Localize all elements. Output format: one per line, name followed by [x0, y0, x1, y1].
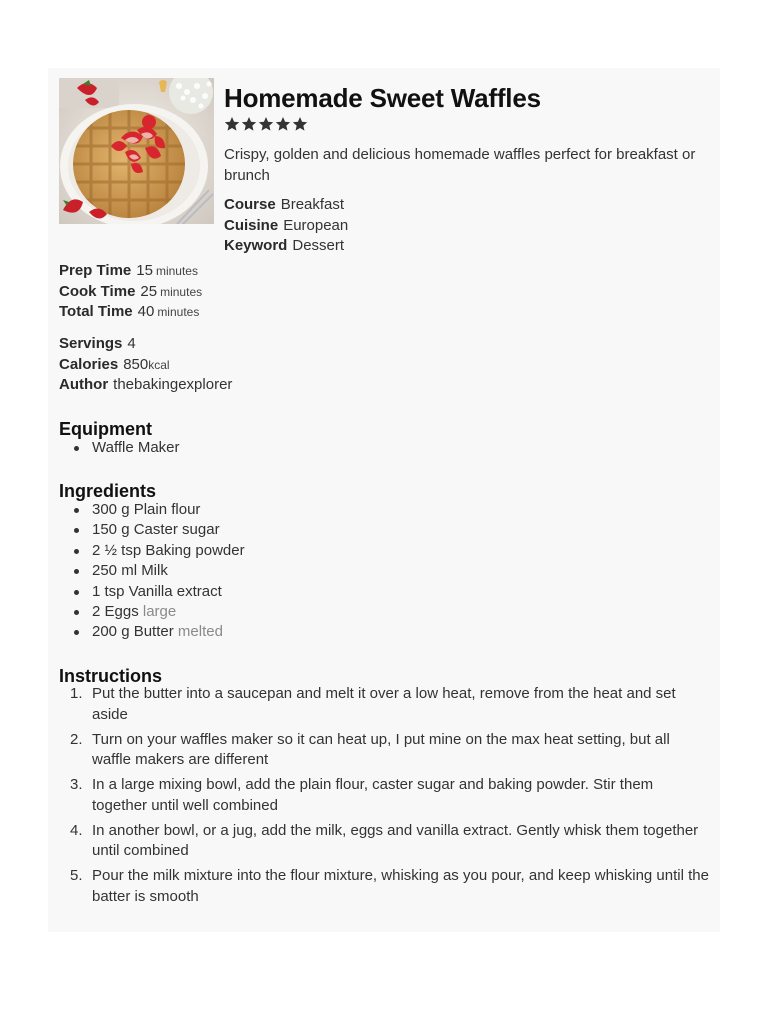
ingredient-item — [59, 520, 245, 540]
star-icon[interactable] — [241, 116, 257, 132]
recipe-info — [59, 334, 232, 396]
ingredient-item — [59, 622, 245, 642]
bullet — [74, 610, 79, 615]
step-text: In another bowl, or a jug, add the milk, eggs and vanilla extract. Gently whisk them together until combined — [92, 821, 699, 859]
cuisine-value: European — [283, 216, 349, 234]
author-row — [59, 375, 232, 396]
prep-time-label: Prep Time — [59, 262, 132, 279]
servings-value[interactable]: 4 — [127, 335, 136, 352]
prep-time-row — [59, 261, 202, 282]
instructions-heading: Instructions — [59, 666, 163, 686]
equipment-item-text: Waffle Maker — [92, 439, 180, 456]
keyword-value: Dessert — [292, 237, 345, 255]
ingredient-text: 200 g Butter — [92, 623, 174, 641]
instructions-list — [59, 684, 709, 912]
star-icon[interactable] — [292, 116, 308, 132]
course-label: Course — [224, 196, 276, 213]
star-icon[interactable] — [275, 116, 291, 132]
cuisine-label: Cuisine — [224, 216, 279, 234]
step-number: 4. — [70, 821, 83, 839]
total-time-value: 40 — [137, 303, 155, 321]
instruction-step — [59, 866, 709, 907]
step-text: Put the butter into a saucepan and melt it over a low heat, remove from the heat and set aside — [92, 685, 676, 723]
ingredient-item — [59, 582, 245, 602]
total-time-unit: minutes — [157, 305, 200, 320]
bullet — [74, 549, 79, 554]
equipment-list — [59, 438, 180, 458]
step-number: 2. — [70, 730, 83, 748]
course-value: Breakfast — [280, 196, 345, 213]
step-text: Pour the milk mixture into the flour mixture, whisking as you pour, and keep whisking until the batter is smooth — [92, 867, 709, 905]
keyword-row — [224, 236, 704, 257]
instruction-step — [59, 730, 709, 771]
course-row — [224, 195, 704, 216]
ingredient-text: 250 ml Milk — [92, 562, 168, 580]
step-number: 1. — [70, 685, 83, 702]
bullet — [74, 508, 79, 513]
ingredient-item — [59, 561, 245, 581]
cook-time-value: 25 — [140, 282, 158, 300]
author-value: thebakingexplorer — [113, 376, 233, 394]
ingredient-note: melted — [177, 623, 223, 641]
prep-time-unit: minutes — [155, 264, 198, 278]
ingredient-item — [59, 602, 245, 622]
bullet — [74, 630, 79, 635]
step-number: 3. — [70, 776, 83, 793]
bullet — [74, 590, 79, 595]
waffle-photo-icon — [59, 78, 214, 224]
total-time-row — [59, 302, 202, 323]
ingredient-text: 300 g Plain flour — [92, 501, 201, 518]
servings-row — [59, 334, 232, 355]
calories-value: 850 — [123, 355, 149, 373]
step-number: 5. — [70, 867, 83, 884]
recipe-times — [59, 261, 202, 323]
recipe-meta — [224, 195, 704, 257]
recipe-title: Homemade Sweet Waffles — [224, 83, 541, 113]
cuisine-row — [224, 216, 704, 237]
bullet — [74, 569, 79, 574]
calories-unit: kcal — [148, 357, 170, 372]
calories-row — [59, 355, 232, 376]
ingredient-note: large — [142, 603, 177, 621]
equipment-item — [59, 438, 180, 458]
cook-time-label: Cook Time — [59, 282, 136, 300]
recipe-photo — [59, 78, 214, 224]
total-time-label: Total Time — [59, 303, 133, 321]
recipe-header — [224, 82, 704, 257]
ingredients-list — [59, 500, 245, 643]
author-label: Author — [59, 376, 109, 394]
ingredient-text: 1 tsp Vanilla extract — [92, 582, 222, 600]
cook-time-row — [59, 282, 202, 303]
ingredient-text: 150 g Caster sugar — [92, 521, 220, 539]
instruction-step — [59, 821, 709, 862]
keyword-label: Keyword — [224, 237, 288, 255]
bullet — [74, 528, 79, 533]
cook-time-unit: minutes — [160, 284, 203, 299]
ingredient-item — [59, 500, 245, 520]
star-icon[interactable] — [224, 116, 240, 132]
equipment-heading: Equipment — [59, 419, 152, 439]
ingredients-heading: Ingredients — [59, 481, 157, 501]
instruction-step — [59, 684, 709, 725]
rating-stars[interactable] — [224, 116, 704, 136]
ingredient-text: 2 ½ tsp Baking powder — [92, 541, 245, 559]
prep-time-value: 15 — [136, 262, 153, 279]
servings-label: Servings — [59, 335, 123, 352]
recipe-card — [48, 68, 720, 932]
ingredient-item — [59, 541, 245, 561]
step-text: Turn on your waffles maker so it can heat up, I put mine on the max heat setting, but all waffle makers are different — [92, 730, 670, 768]
instruction-step — [59, 775, 709, 816]
recipe-summary: Crispy, golden and delicious homemade waffles perfect for breakfast or brunch — [224, 146, 696, 184]
star-icon[interactable] — [258, 116, 274, 132]
calories-label: Calories — [59, 355, 119, 373]
ingredient-text: 2 Eggs — [92, 603, 139, 621]
step-text: In a large mixing bowl, add the plain flour, caster sugar and baking powder. Stir them together until well combined — [92, 776, 654, 814]
bullet — [74, 446, 79, 451]
